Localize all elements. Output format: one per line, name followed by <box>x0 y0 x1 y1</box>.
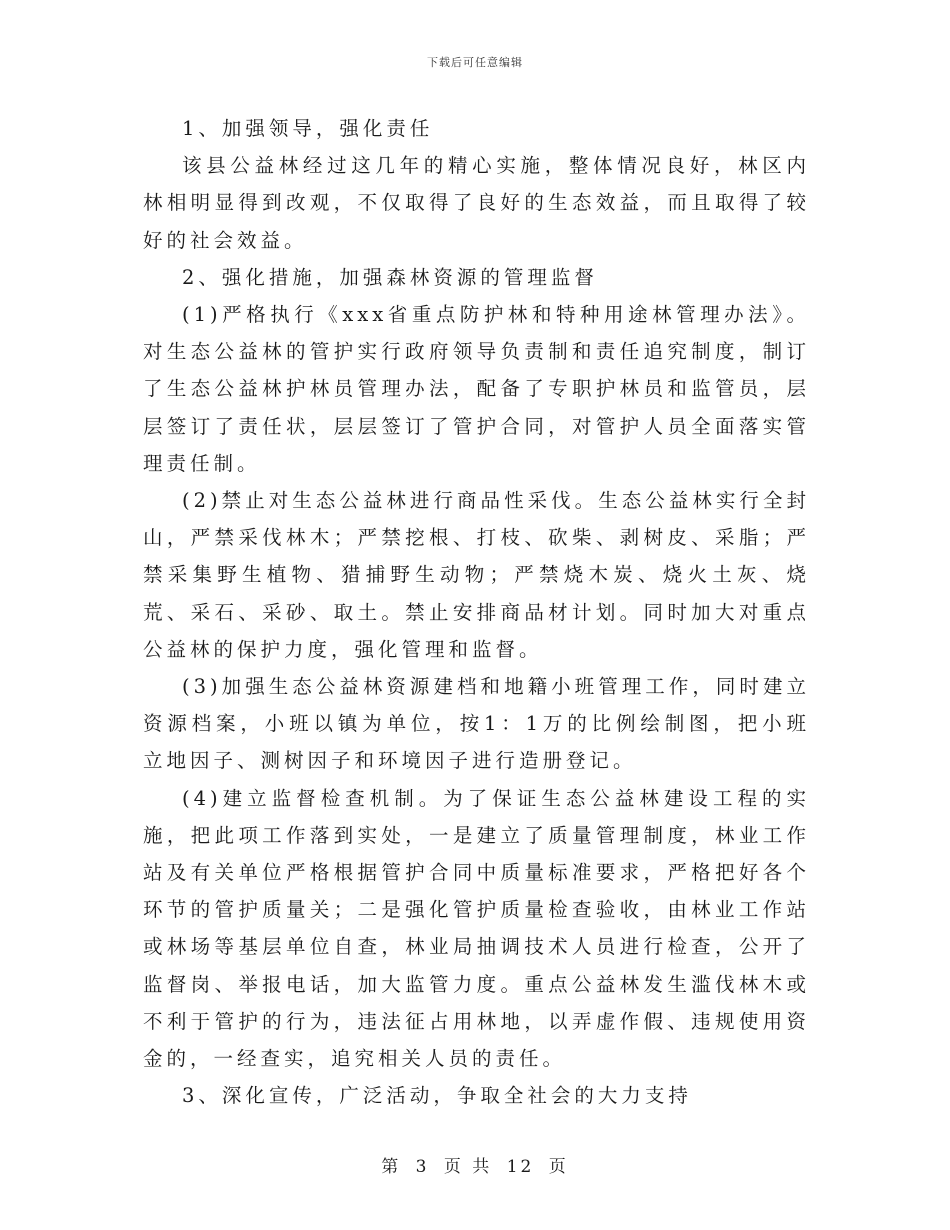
section-heading-2: 2、强化措施，加强森林资源的管理监督 <box>182 265 598 289</box>
document-body <box>143 110 810 1114</box>
page-header: 下载后可任意编辑 <box>427 56 523 69</box>
paragraph: (4)建立监督检查机制。为了保证生态公益林建设工程的实施，把此项工作落到实处，一是建立了质量管理制度，林业工作站及有关单位严格根据管护合同中质量标准要求，严格把好各个环节的管护质量关；二是强化管护质量检查验收，由林业工作站或林场等基层单位自查，林业局抽调技术人员进行检查，公开了监督岗、举报电话，加大监管力度。重点公益林发生滥伐林木或不利于管护的行为，违法征占用林地，以弄虚作假、违规使用资金的，一经查实，追究相关人员的责任。 <box>143 786 810 1071</box>
footer-suffix: 页 <box>548 1157 569 1177</box>
total-pages: 12 <box>506 1157 535 1177</box>
paragraph: 该县公益林经过这几年的精心实施，整体情况良好，林区内林相明显得到改观，不仅取得了良好的生态效益，而且取得了较好的社会效益。 <box>143 154 810 252</box>
paragraph: (3)加强生态公益林资源建档和地籍小班管理工作，同时建立资源档案，小班以镇为单位，按1：1万的比例绘制图，把小班立地因子、测树因子和环境因子进行造册登记。 <box>143 675 810 773</box>
section-heading-3: 3、深化宣传，广泛活动，争取全社会的大力支持 <box>182 1084 692 1108</box>
page-footer <box>0 1152 950 1177</box>
paragraph: (1)严格执行《xxx省重点防护林和特种用途林管理办法》。对生态公益林的管护实行政府领导负责制和责任追究制度，制订了生态公益林护林员管理办法，配备了专职护林员和监管员，层层签订了责任状，层层签订了管护合同，对管护人员全面落实管理责任制。 <box>143 303 810 475</box>
footer-prefix: 第 <box>381 1157 402 1177</box>
section-heading-1: 1、加强领导，强化责任 <box>182 117 434 140</box>
page-number: 3 <box>415 1157 430 1177</box>
paragraph: (2)禁止对生态公益林进行商品性采伐。生态公益林实行全封山，严禁采伐林木；严禁挖根、打枝、砍柴、剥树皮、采脂；严禁采集野生植物、猎捕野生动物；严禁烧木炭、烧火土灰、烧荒、采石、采砂、取土。禁止安排商品材计划。同时加大对重点公益林的保护力度，强化管理和监督。 <box>143 489 810 661</box>
footer-middle: 页 共 <box>443 1157 493 1177</box>
